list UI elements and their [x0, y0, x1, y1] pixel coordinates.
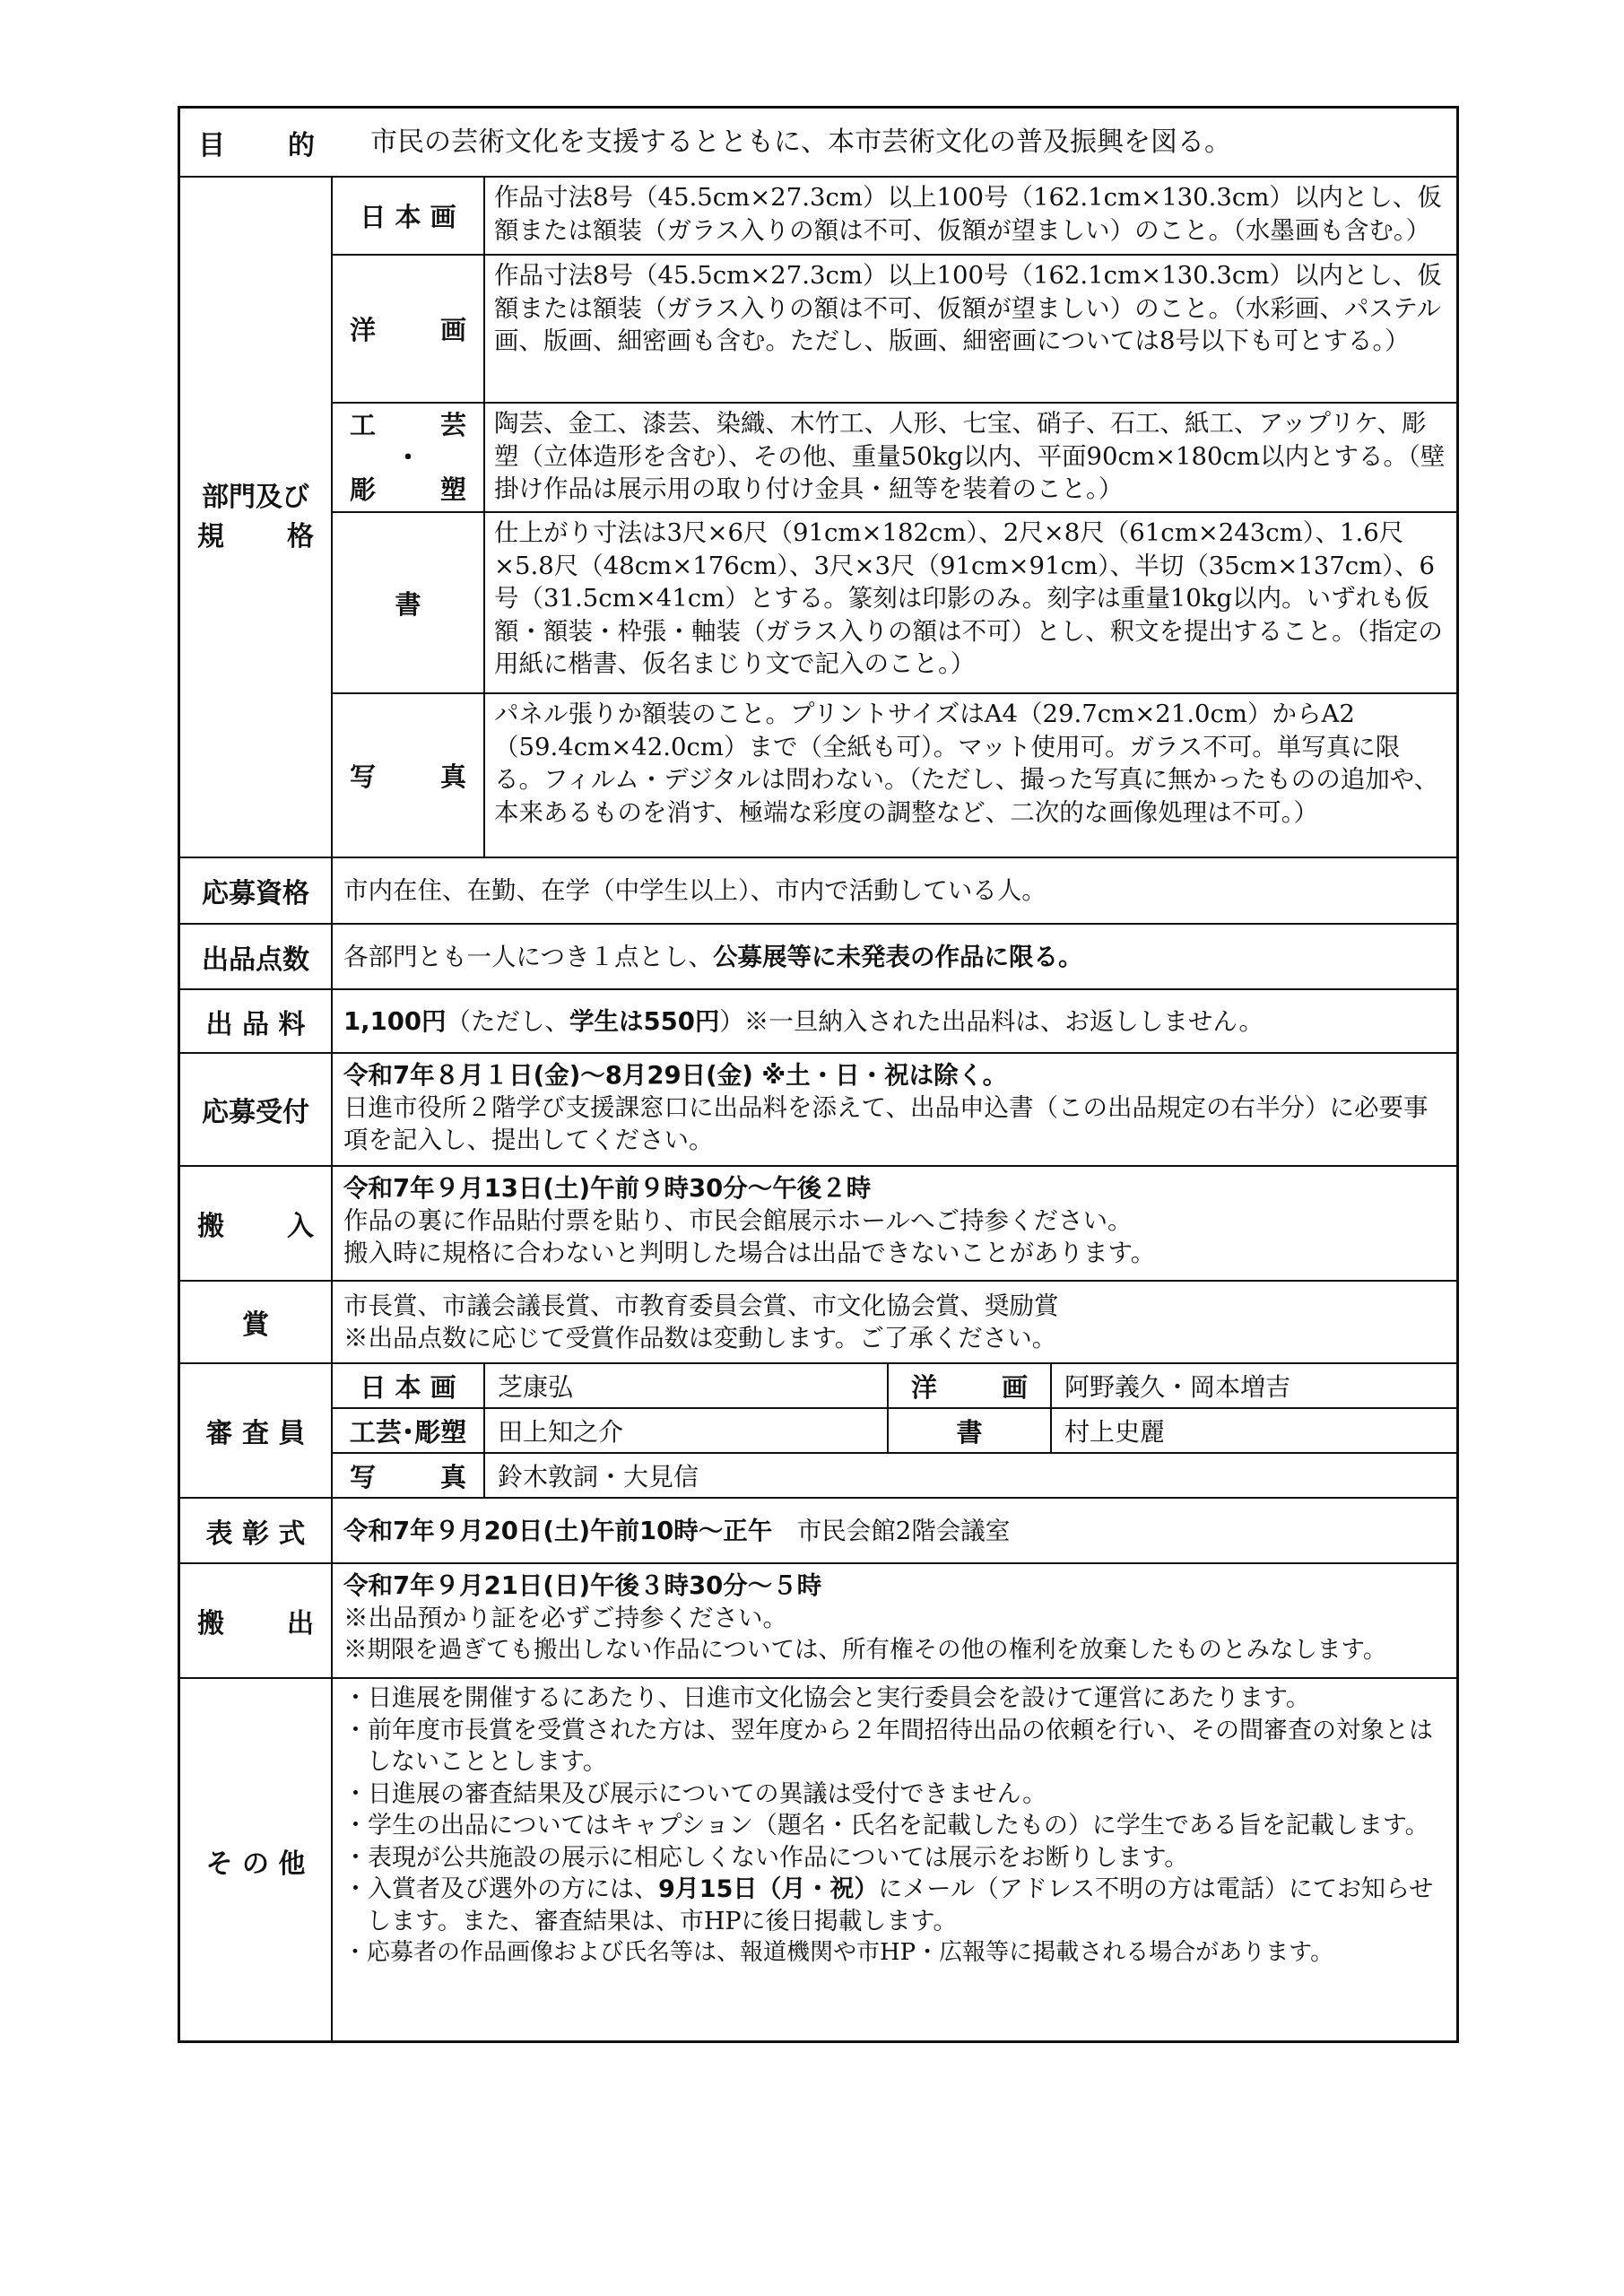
judge-names: 村上史麗	[1064, 1417, 1166, 1447]
division-spec: パネル張りか額装のこと。プリントサイズはA4（29.7cm×21.0cm）からA2（59.4cm×42.0cm）まで（全紙も可）。マット使用可。ガラス不可。単写真に限る。フィルム・デジタルは問わない。（ただし、撮った写真に無かったものの追加や、本来あるものを消す、極端な彩度の調整など、二次的な画像処理は不可。）	[494, 700, 1439, 827]
judge-division: 日 本 画	[333, 1364, 485, 1407]
judges-row	[333, 1454, 1456, 1497]
other-section	[180, 1679, 1456, 2043]
purpose-label: 目 的	[198, 129, 315, 161]
division-label: 洋 画	[333, 256, 485, 402]
list-item: ・応募者の作品画像および氏名等は、報道機関や市HP・広報等に掲載される場合があります。	[343, 1939, 1334, 1966]
eligibility-label: 応募資格	[180, 858, 333, 923]
judge-division: 書	[889, 1409, 1052, 1452]
delivery-in-text: 令和7年９月13日(土)午前９時30分～午後２時 作品の裏に作品貼付票を貼り、市民会館展示ホールへご持参ください。 搬入時に規格に合わないと判明した場合は出品できないことがあります。	[343, 1174, 1156, 1267]
judges-label: 審 査 員	[180, 1364, 333, 1497]
eligibility-text: 市内在住、在勤、在学（中学生以上）、市内で活動している人。	[343, 876, 1046, 905]
other-notes	[333, 1679, 1456, 2043]
reception-label: 応募受付	[180, 1054, 333, 1165]
divisions-section	[180, 178, 1456, 858]
judges-section	[180, 1364, 1456, 1499]
division-label: 日 本 画	[333, 178, 485, 254]
division-label: 写 真	[333, 694, 485, 857]
ceremony-text: 令和7年９月20日(土)午前10時～正午 市民会館2階会議室	[343, 1516, 1011, 1545]
eligibility-row	[180, 858, 1456, 925]
judge-names: 阿野義久・岡本増吉	[1064, 1372, 1291, 1402]
division-yoga	[333, 256, 1456, 404]
division-nihonga	[333, 178, 1456, 256]
judges-row	[333, 1409, 1456, 1454]
judge-division: 写 真	[333, 1454, 485, 1497]
list-item: ・前年度市長賞を受賞された方は、翌年度から２年間招待出品の依頼を行い、その間審査の対象とはしないこととします。	[343, 1716, 1433, 1776]
divisions-label: 部門及び 規 格	[180, 178, 333, 857]
judge-names: 鈴木敦詞・大見信	[498, 1462, 699, 1492]
fee-text: 1,100円 （ただし、 学生は550円 ）※一旦納入された出品料は、お返ししません。	[343, 1006, 1264, 1036]
entries-label: 出品点数	[180, 925, 333, 988]
division-label: 書	[333, 513, 485, 692]
reception-row	[180, 1054, 1456, 1167]
list-item: ・学生の出品についてはキャプション（題名・氏名を記載したもの）に学生である旨を記載します。	[343, 1812, 1429, 1839]
fee-row	[180, 990, 1456, 1054]
awards-row	[180, 1282, 1456, 1364]
division-crafts-sculpture	[333, 404, 1456, 513]
ceremony-row	[180, 1499, 1456, 1564]
list-item: ・表現が公共施設の展示に相応しくない作品については展示をお断りします。	[343, 1843, 1189, 1872]
judge-division: 工芸･彫塑	[333, 1409, 485, 1452]
purpose-row	[180, 109, 1456, 178]
list-item: ・日進展の審査結果及び展示についての異議は受付できません。	[343, 1779, 1047, 1808]
division-spec: 作品寸法8号（45.5cm×27.3cm）以上100号（162.1cm×130.3cm）以内とし、仮額または額装（ガラス入りの額は不可、仮額が望ましい）のこと。（水墨画も含む。）	[494, 183, 1442, 245]
judge-names: 田上知之介	[485, 1409, 889, 1452]
delivery-out-text: 令和7年９月21日(日)午後３時30分～５時 ※出品預かり証を必ずご持参ください。 ※期限を過ぎても搬出しない作品については、所有権その他の権利を放棄したものとみなします。	[343, 1571, 1387, 1664]
list-item: ・日進展を開催するにあたり、日進市文化協会と実行委員会を設けて運営にあたります。	[343, 1684, 1310, 1712]
division-spec: 作品寸法8号（45.5cm×27.3cm）以上100号（162.1cm×130.3cm）以内とし、仮額または額装（ガラス入りの額は不可、仮額が望ましい）のこと。（水彩画、パステル画、版画、細密画も含む。ただし、版画、細密画については8号以下も可とする。）	[494, 261, 1442, 355]
delivery-out-row	[180, 1564, 1456, 1679]
list-item: ・入賞者及び選外の方には、9月15日（月・祝）にメール（アドレス不明の方は電話）にてお知らせします。また、審査結果は、市HPに後日掲載します。	[343, 1875, 1434, 1935]
fee-label: 出 品 料	[180, 990, 333, 1052]
division-label: 工 芸 ・ 彫 塑	[333, 404, 485, 511]
judge-names: 芝康弘	[485, 1364, 889, 1407]
entries-row	[180, 925, 1456, 990]
judge-division: 洋 画	[889, 1364, 1052, 1407]
judges-row	[333, 1364, 1456, 1409]
division-photo	[333, 694, 1456, 857]
ceremony-label: 表 彰 式	[180, 1499, 333, 1562]
division-calligraphy	[333, 513, 1456, 694]
delivery-in-label: 搬 入	[180, 1167, 333, 1280]
awards-text: 市長賞、市議会議長賞、市教育委員会賞、市文化協会賞、奨励賞 ※出品点数に応じて受賞作品数は変動します。ご了承ください。	[343, 1292, 1059, 1352]
guidelines-table	[178, 106, 1459, 2043]
awards-label: 賞	[180, 1282, 333, 1362]
delivery-in-row	[180, 1167, 1456, 1282]
other-label: そ の 他	[180, 1679, 333, 2043]
division-spec: 仕上がり寸法は3尺×6尺（91cm×182cm）、2尺×8尺（61cm×243cm）、1.6尺×5.8尺（48cm×176cm）、3尺×3尺（91cm×91cm）、半切（35cm×137cm）、6号（31.5cm×41cm）とする。篆刻は印影のみ。刻字は重量10kg以内。いずれも仮額・額装・枠張・軸装（ガラス入りの額は不可）とし、釈文を提出すること。（指定の用紙に楷書、仮名まじり文で記入のこと。）	[494, 518, 1443, 678]
entries-text: 各部門とも一人につき１点とし、 公募展等に未発表の作品に限る。	[343, 942, 1083, 971]
delivery-out-label: 搬 出	[180, 1564, 333, 1677]
purpose-text: 市民の芸術文化を支援するとともに、本市芸術文化の普及振興を図る。	[370, 126, 1231, 158]
division-spec: 陶芸、金工、漆芸、染織、木竹工、人形、七宝、硝子、石工、紙工、アップリケ、彫塑（立体造形を含む）、その他、重量50kg以内、平面90cm×180cm以内とする。（壁掛け作品は展示用の取り付け金具・紐等を装着のこと。）	[494, 409, 1446, 503]
reception-text: 令和7年８月１日(金)～8月29日(金) ※土・日・祝は除く。 日進市役所２階学び支援課窓口に出品料を添えて、出品申込書（この出品規定の右半分）に必要事項を記入し、提出してください。	[343, 1061, 1429, 1154]
